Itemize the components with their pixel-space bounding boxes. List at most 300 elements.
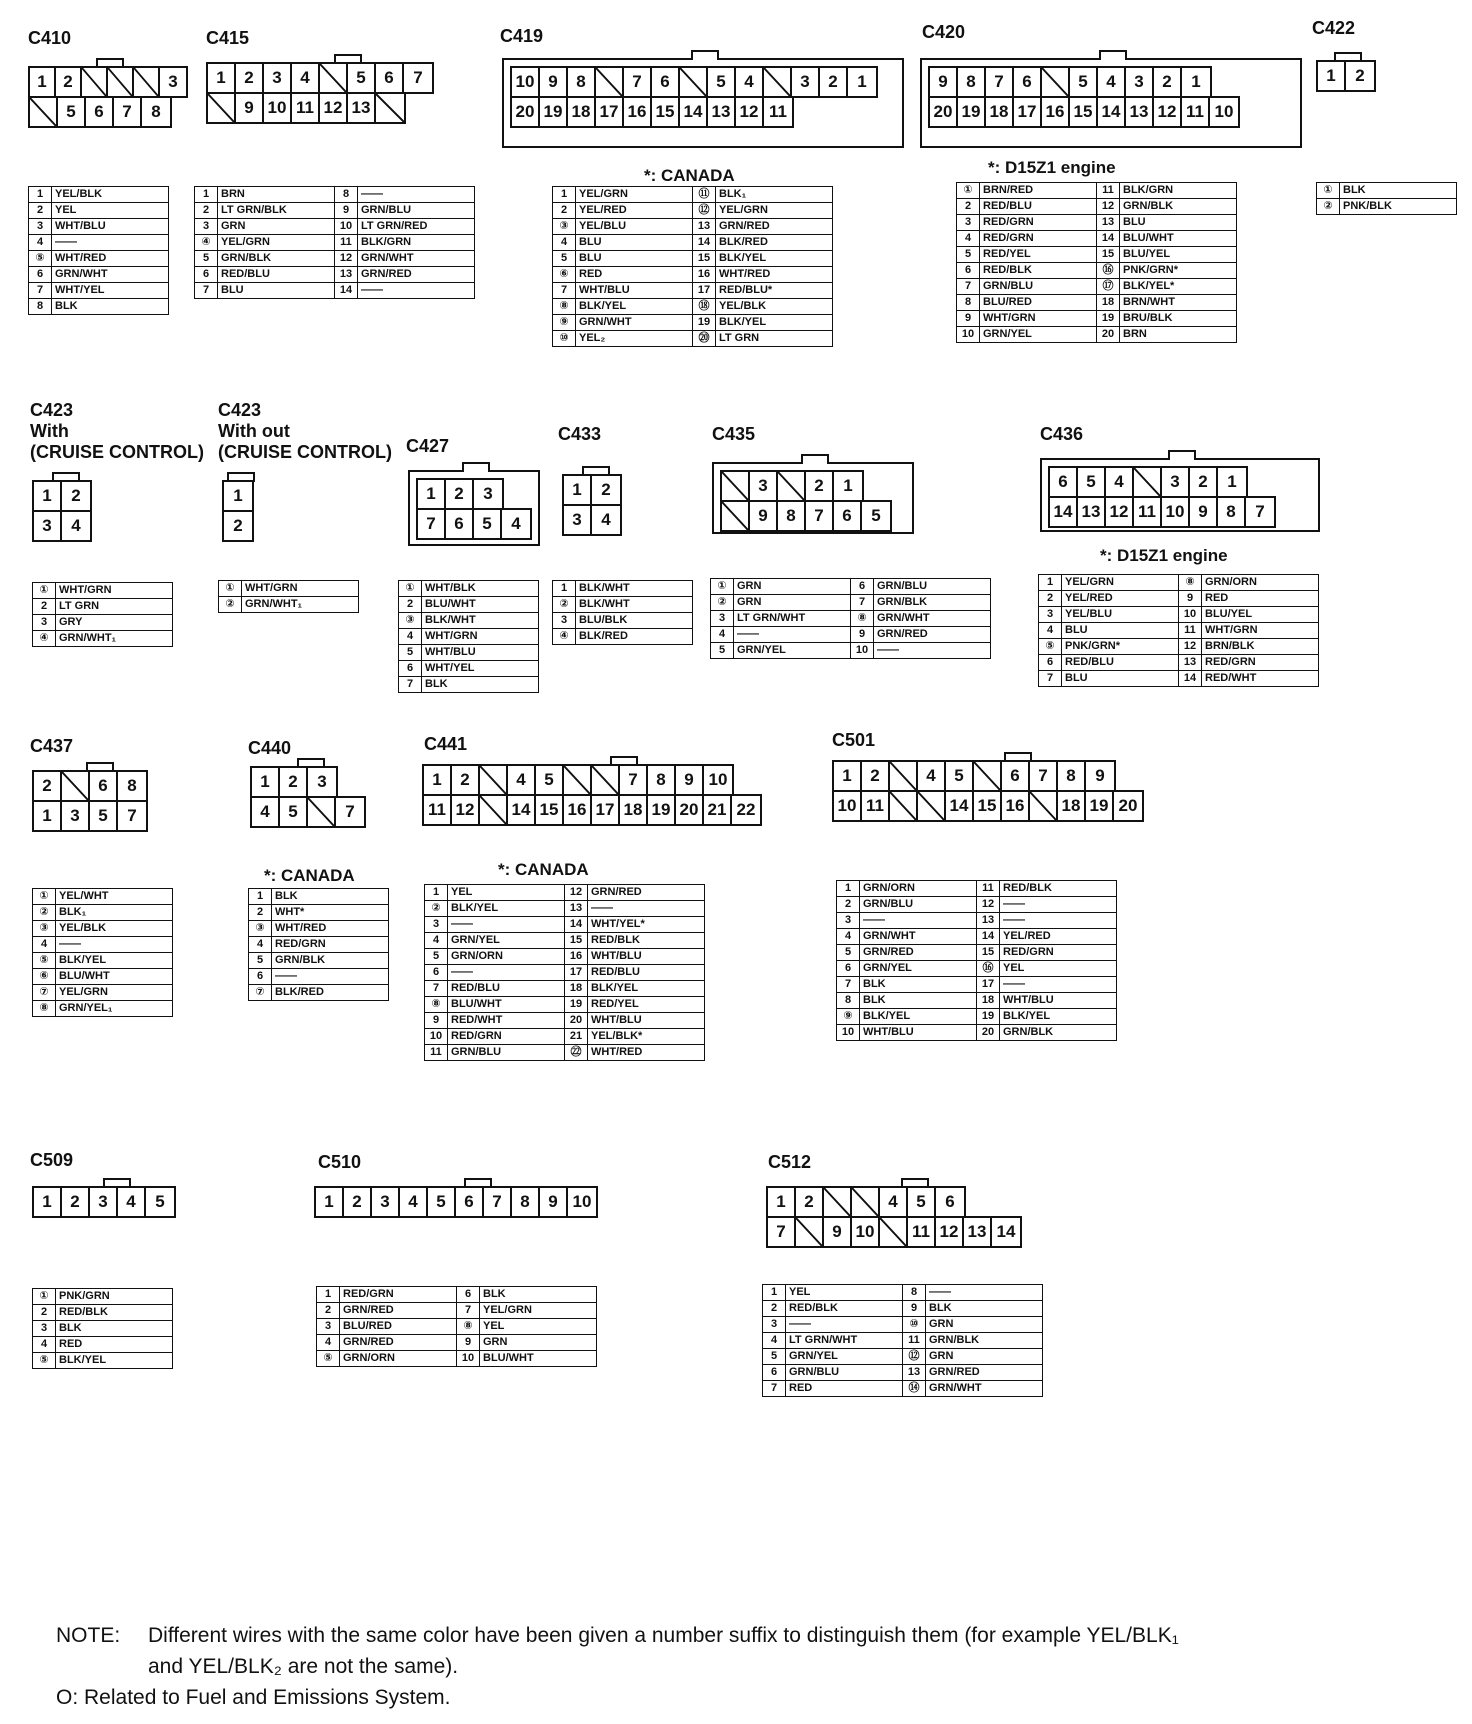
pin-cell: 4: [508, 766, 536, 794]
table-row: [33, 615, 173, 631]
wire-color: GRN/YEL: [448, 933, 565, 949]
pin-number: ⑤: [33, 953, 56, 969]
pin-number: 5: [249, 953, 272, 969]
table-row: [399, 645, 539, 661]
pin-cell: 2: [1190, 468, 1218, 496]
pin-number: 1: [249, 889, 272, 905]
wire-color: LT GRN/BLK: [218, 203, 335, 219]
table-row: [553, 219, 833, 235]
wire-color: WHT/BLU: [52, 219, 169, 235]
pin-number: ⑳: [693, 331, 716, 347]
pin-cell: [722, 472, 750, 500]
pin-number: 7: [195, 283, 218, 299]
wire-color: BLU/BLK: [576, 613, 693, 629]
pin-number: 2: [317, 1303, 340, 1319]
pin-row: [422, 794, 762, 826]
pin-number: 4: [763, 1333, 786, 1349]
pin-cell: 11: [862, 792, 890, 820]
connector-latch: [1099, 50, 1127, 60]
pin-table-c423-with: [32, 582, 173, 647]
pin-cell: 4: [880, 1188, 908, 1216]
pin-cell: 1: [316, 1188, 344, 1216]
pin-number: 17: [693, 283, 716, 299]
pin-number: 1: [195, 187, 218, 203]
pin-cell: 8: [151, 102, 161, 121]
pin-number: 8: [837, 993, 860, 1009]
pin-row: [222, 480, 254, 512]
connector-latch: [691, 50, 719, 60]
table-row: [195, 235, 475, 251]
pin-number: ⑤: [317, 1351, 340, 1367]
pin-number: 2: [553, 203, 576, 219]
pin-table-c441: [424, 884, 705, 1061]
wire-color: YEL/GRN: [218, 235, 335, 251]
wire-color: BLK/RED: [716, 235, 833, 251]
wire-color: RED/BLU: [980, 199, 1097, 215]
table-row: [553, 251, 833, 267]
pin-number: 6: [957, 263, 980, 279]
table-row: [33, 599, 173, 615]
pin-cell: [1030, 792, 1058, 820]
pin-number: 1: [553, 581, 576, 597]
wire-color: RED/BLK: [588, 933, 705, 949]
pin-number: 5: [837, 945, 860, 961]
table-row: [425, 965, 705, 981]
pin-cell: 13: [1078, 498, 1106, 526]
wire-color: RED/YEL: [980, 247, 1097, 263]
pin-cell: 5: [871, 506, 881, 525]
connector-label-c509: C509: [30, 1150, 74, 1170]
pin-number: 3: [763, 1317, 786, 1333]
wire-color: YEL/BLU: [1062, 607, 1179, 623]
table-row: [957, 247, 1237, 263]
table-row: [837, 993, 1117, 1009]
pin-cell: 5: [536, 766, 564, 794]
wire-color: ——: [56, 937, 173, 953]
pin-cell: 14: [1050, 498, 1078, 526]
wire-color: ——: [358, 187, 475, 203]
pin-number: 4: [399, 629, 422, 645]
wire-color: LT GRN: [56, 599, 173, 615]
pin-number: 5: [399, 645, 422, 661]
pin-cell: 1: [843, 476, 853, 495]
pin-cell: 1: [252, 768, 280, 796]
pin-cell: 2: [344, 1188, 372, 1216]
connector-label-c440: C440: [248, 738, 292, 758]
pin-number: ⑧: [1179, 575, 1202, 591]
pin-cell: 7: [114, 98, 142, 126]
pin-row: [250, 796, 366, 828]
pin-cell: 2: [796, 1188, 824, 1216]
connector-face-c501: [832, 760, 1200, 826]
table-row: [33, 1353, 173, 1369]
connector-face-c420: [920, 58, 1302, 148]
pin-number: 7: [457, 1303, 480, 1319]
pin-number: 4: [1039, 623, 1062, 639]
wire-color: LT GRN: [716, 331, 833, 347]
wire-color: BLK/YEL: [716, 315, 833, 331]
wire-color: ——: [448, 917, 565, 933]
pin-number: 13: [977, 913, 1000, 929]
pin-number: ①: [957, 183, 980, 199]
pin-cell: 9: [1095, 766, 1105, 785]
pin-number: 2: [249, 905, 272, 921]
wire-color: GRN/BLK: [1000, 1025, 1117, 1041]
pin-table-c410: [28, 186, 169, 315]
pin-number: 5: [763, 1349, 786, 1365]
pin-cell: [308, 798, 336, 826]
pin-cell: [722, 502, 750, 530]
wire-color: RED: [576, 267, 693, 283]
pin-number: 5: [711, 643, 734, 659]
pin-cell: 1: [34, 482, 62, 510]
pin-number: ④: [195, 235, 218, 251]
wire-color: ——: [874, 643, 991, 659]
table-row: [33, 1337, 173, 1353]
wire-color: WHT/RED: [52, 251, 169, 267]
pin-table-c435: [710, 578, 991, 659]
pin-cell: 9: [930, 68, 958, 96]
wire-color: GRN/BLK: [218, 251, 335, 267]
pin-number: 1: [553, 187, 576, 203]
wire-color: GRN/BLU: [874, 579, 991, 595]
pin-cell: [890, 792, 918, 820]
pin-number: 4: [425, 933, 448, 949]
pin-cell: 9: [236, 94, 264, 122]
legend-text: : Related to Fuel and Emissions System.: [72, 1686, 451, 1709]
table-row: [29, 203, 169, 219]
pin-cell: [320, 64, 348, 92]
pin-number: ③: [399, 613, 422, 629]
wire-color: BLK/YEL: [576, 299, 693, 315]
pin-row: [832, 790, 1144, 822]
pin-number: 10: [837, 1025, 860, 1041]
pin-number: 9: [1179, 591, 1202, 607]
wire-color: YEL: [480, 1319, 597, 1335]
table-row: [33, 1289, 173, 1305]
wire-color: WHT/BLU: [860, 1025, 977, 1041]
pin-cell: 20: [512, 98, 540, 126]
table-row: [837, 929, 1117, 945]
pin-cell: 2: [71, 486, 81, 505]
pin-cell: 10: [1214, 102, 1234, 121]
pin-cell: 14: [508, 796, 536, 824]
table-row: [29, 251, 169, 267]
pin-number: 7: [851, 595, 874, 611]
wire-color: BRN: [218, 187, 335, 203]
pin-cell: 9: [824, 1218, 852, 1246]
table-row: [763, 1349, 1043, 1365]
wire-color: YEL/GRN: [576, 187, 693, 203]
wire-color: BLK/YEL: [56, 1353, 173, 1369]
wire-color: BLK/YEL: [1000, 1009, 1117, 1025]
pin-table-c512: [762, 1284, 1043, 1397]
wire-color: RED/BLU: [1062, 655, 1179, 671]
wire-color: ——: [1000, 977, 1117, 993]
legend-line: [56, 1682, 1179, 1713]
wire-color: GRN/WHT: [860, 929, 977, 945]
pin-number: 13: [565, 901, 588, 917]
wire-color: RED/GRN: [1202, 655, 1319, 671]
table-row: [399, 677, 539, 693]
wire-color: GRN/WHT: [52, 267, 169, 283]
wire-color: BLU: [576, 235, 693, 251]
wire-color: BLK/WHT: [576, 597, 693, 613]
pin-number: 13: [1097, 215, 1120, 231]
pin-number: 19: [1097, 311, 1120, 327]
pin-cell: 18: [620, 796, 648, 824]
table-row: [425, 981, 705, 997]
pin-number: 9: [335, 203, 358, 219]
pin-number: 10: [957, 327, 980, 343]
wire-color: YEL/RED: [576, 203, 693, 219]
table-row: [837, 945, 1117, 961]
pin-number: 2: [33, 1305, 56, 1321]
wire-color: PNK/GRN*: [1120, 263, 1237, 279]
wire-color: RED/BLK: [980, 263, 1097, 279]
wire-color: GRN/WHT: [358, 251, 475, 267]
wire-color: GRN/BLK: [1120, 199, 1237, 215]
table-row: [399, 613, 539, 629]
pin-cell: [82, 68, 108, 96]
pin-cell: 7: [1030, 762, 1058, 790]
table-row: [553, 629, 693, 645]
wire-color: GRN/RED: [874, 627, 991, 643]
pin-cell: 4: [252, 798, 280, 826]
table-row: [249, 969, 389, 985]
pin-number: 1: [29, 187, 52, 203]
connector-label-c422: C422: [1312, 18, 1356, 38]
pin-number: 3: [957, 215, 980, 231]
pin-number: 6: [763, 1365, 786, 1381]
pin-number: ⑰: [1097, 279, 1120, 295]
wire-color: PNK/BLK: [1340, 199, 1457, 215]
wire-color: GRN/ORN: [340, 1351, 457, 1367]
table-row: [711, 611, 991, 627]
pin-cell: 13: [348, 94, 376, 122]
pin-number: 6: [1039, 655, 1062, 671]
pin-number: 19: [693, 315, 716, 331]
pin-number: 18: [977, 993, 1000, 1009]
pin-cell: 4: [1098, 68, 1126, 96]
pin-row: [206, 92, 406, 124]
pin-number: 16: [565, 949, 588, 965]
wire-color: ——: [272, 969, 389, 985]
pin-cell: 9: [750, 502, 778, 530]
pin-number: 20: [1097, 327, 1120, 343]
pin-table-c440: [248, 888, 389, 1001]
wire-color: BLK: [1340, 183, 1457, 199]
wire-color: GRN/RED: [860, 945, 977, 961]
pin-number: ⑤: [33, 1353, 56, 1369]
pin-number: 3: [29, 219, 52, 235]
pin-cell: 20: [930, 98, 958, 126]
table-row: [249, 889, 389, 905]
pin-number: 16: [693, 267, 716, 283]
pin-number: 6: [425, 965, 448, 981]
wire-color: GRN/WHT: [874, 611, 991, 627]
wire-color: BLK: [926, 1301, 1043, 1317]
pin-cell: 2: [62, 1188, 90, 1216]
connector-face-c415: [206, 62, 486, 128]
pin-number: 9: [425, 1013, 448, 1029]
pin-number: ⑫: [693, 203, 716, 219]
pin-row: [510, 66, 878, 98]
pin-number: 2: [763, 1301, 786, 1317]
pin-table-c509: [32, 1288, 173, 1369]
pin-cell: [890, 762, 918, 790]
pin-number: 13: [335, 267, 358, 283]
table-row: [195, 251, 475, 267]
pin-cell: 1: [424, 766, 452, 794]
connector-label-c410: C410: [28, 28, 72, 48]
pin-cell: 7: [127, 806, 137, 825]
pin-cell: 20: [1118, 796, 1138, 815]
connector-label-c437: C437: [30, 736, 74, 756]
pin-cell: 6: [446, 510, 474, 538]
pin-cell: 10: [512, 68, 540, 96]
table-row: [33, 985, 173, 1001]
wire-color: BLK: [56, 1321, 173, 1337]
wire-color: RED/YEL: [588, 997, 705, 1013]
table-row: [317, 1319, 597, 1335]
pin-number: 15: [565, 933, 588, 949]
table-row: [317, 1287, 597, 1303]
wire-color: YEL₂: [576, 331, 693, 347]
table-row: [33, 921, 173, 937]
pin-number: 8: [957, 295, 980, 311]
wire-color: BLU/WHT: [422, 597, 539, 613]
table-row: [957, 231, 1237, 247]
pin-number: ③: [249, 921, 272, 937]
table-row: [1039, 655, 1319, 671]
pin-number: 6: [837, 961, 860, 977]
table-row: [425, 933, 705, 949]
pin-number: 15: [977, 945, 1000, 961]
connector-face-c422: [1316, 60, 1376, 92]
wire-color: WHT/YEL: [422, 661, 539, 677]
pin-number: 5: [425, 949, 448, 965]
connector-label-c510: C510: [318, 1152, 362, 1172]
wire-color: GRN/BLK: [874, 595, 991, 611]
pin-cell: 7: [345, 802, 355, 821]
pin-number: 5: [957, 247, 980, 263]
pin-cell: 5: [1070, 68, 1098, 96]
pin-row: [422, 764, 734, 796]
table-row: [711, 595, 991, 611]
pin-number: 6: [457, 1287, 480, 1303]
pin-cell: 7: [768, 1218, 796, 1246]
table-row: [249, 953, 389, 969]
wire-color: BLK/RED: [576, 629, 693, 645]
pin-number: ⑧: [33, 1001, 56, 1017]
pin-cell: 5: [90, 802, 118, 830]
pin-number: 1: [837, 881, 860, 897]
wire-color: YEL/GRN: [480, 1303, 597, 1319]
pin-table-c420: [956, 182, 1237, 343]
wire-color: WHT/BLU: [588, 1013, 705, 1029]
pin-table-c423-without: [218, 580, 359, 613]
pin-number: ㉒: [565, 1045, 588, 1061]
pin-cell: [824, 1188, 852, 1216]
wire-color: ——: [448, 965, 565, 981]
pin-cell: 19: [540, 98, 568, 126]
wire-color: RED: [56, 1337, 173, 1353]
table-row: [317, 1303, 597, 1319]
wire-color: BLU: [576, 251, 693, 267]
table-row: [837, 881, 1117, 897]
table-row: [553, 581, 693, 597]
pin-cell: 1: [564, 476, 592, 504]
pin-cell: 6: [652, 68, 680, 96]
pin-number: 6: [195, 267, 218, 283]
pin-number: 3: [195, 219, 218, 235]
table-row: [711, 643, 991, 659]
pin-cell: 4: [511, 514, 521, 533]
pin-number: ⑩: [553, 331, 576, 347]
pin-cell: 3: [792, 68, 820, 96]
pin-row: [720, 500, 892, 532]
pin-cell: [564, 766, 592, 794]
wire-color: GRN/BLU: [980, 279, 1097, 295]
pin-cell: 12: [452, 796, 480, 824]
pin-cell: 3: [317, 772, 327, 791]
table-row: [425, 1029, 705, 1045]
pin-cell: 13: [708, 98, 736, 126]
pin-cell: 10: [1162, 498, 1190, 526]
pin-number: ①: [711, 579, 734, 595]
pin-cell: 15: [974, 792, 1002, 820]
table-row: [763, 1381, 1043, 1397]
pin-cell: 3: [1162, 468, 1190, 496]
table-row: [711, 627, 991, 643]
connector-latch: [462, 462, 490, 472]
wire-color: RED/GRN: [448, 1029, 565, 1045]
pin-number: 3: [1039, 607, 1062, 623]
connector-label-c415: C415: [206, 28, 250, 48]
pin-cell: 19: [1086, 792, 1114, 820]
connector-face-c410: [28, 66, 188, 130]
pin-cell: 14: [680, 98, 708, 126]
wire-color: BRN: [1120, 327, 1237, 343]
pin-number: ⑯: [1097, 263, 1120, 279]
table-row: [195, 187, 475, 203]
table-row: [957, 279, 1237, 295]
table-row: [425, 901, 705, 917]
pin-number: ⑪: [693, 187, 716, 203]
wire-color: BLU/WHT: [56, 969, 173, 985]
pin-number: 6: [851, 579, 874, 595]
table-row: [195, 203, 475, 219]
table-row: [553, 203, 833, 219]
legend-symbol: O: [56, 1686, 73, 1709]
pin-number: 13: [903, 1365, 926, 1381]
pin-cell: 6: [1050, 468, 1078, 496]
pin-number: 8: [335, 187, 358, 203]
wire-color: WHT/BLU: [576, 283, 693, 299]
pin-number: 1: [317, 1287, 340, 1303]
pin-cell: [764, 68, 792, 96]
pin-cell: 8: [648, 766, 676, 794]
pin-cell: 8: [778, 502, 806, 530]
pin-number: 14: [335, 283, 358, 299]
table-row: [33, 1305, 173, 1321]
pin-cell: 4: [292, 64, 320, 92]
wire-color: RED/GRN: [980, 231, 1097, 247]
wire-color: RED/BLU: [588, 965, 705, 981]
pin-cell: 4: [601, 510, 611, 529]
pin-row: [32, 480, 92, 512]
